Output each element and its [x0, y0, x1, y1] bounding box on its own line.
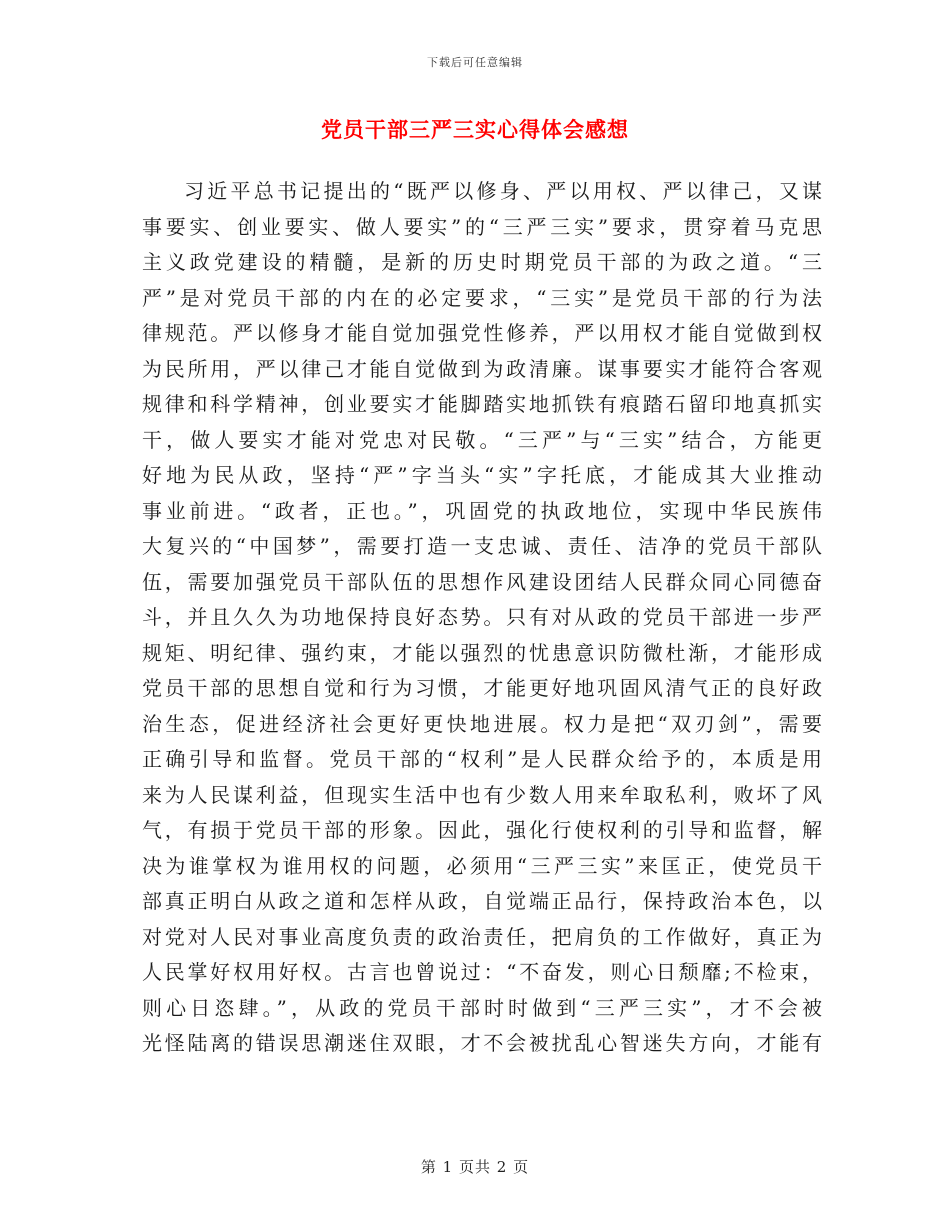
body-line: 决为谁掌权为谁用权的问题，必须用“三严三实”来匡正，使党员干	[142, 853, 822, 878]
body-line: 对党对人民对事业高度负责的政治责任，把肩负的工作做好，真正为	[142, 924, 822, 949]
body-line: 治生态，促进经济社会更好更快地进展。权力是把“双刃剑”，需要	[142, 711, 822, 736]
body-line: 事要实、创业要实、做人要实”的“三严三实”要求，贯穿着马克思	[142, 214, 822, 239]
body-line: 来为人民谋利益，但现实生活中也有少数人用来牟取私利，败坏了风	[142, 782, 822, 807]
body-line: 斗，并且久久为功地保持良好态势。只有对从政的党员干部进一步严	[142, 605, 822, 629]
body-line: 律规范。严以修身才能自觉加强党性修养，严以用权才能自觉做到权	[142, 321, 822, 345]
body-line: 人民掌好权用好权。古言也曾说过：“不奋发，则心日颓靡;不检束，	[142, 960, 822, 984]
body-line: 为民所用，严以律己才能自觉做到为政清廉。谋事要实才能符合客观	[142, 356, 822, 381]
page-number-footer: 第 1 页共 2 页	[420, 1158, 530, 1176]
body-line: 光怪陆离的错误思潮迷住双眼，才不会被扰乱心智迷失方向，才能有	[142, 1031, 822, 1055]
body-line: 主义政党建设的精髓，是新的历史时期党员干部的为政之道。“三	[142, 250, 822, 274]
body-line: 党员干部的思想自觉和行为习惯，才能更好地巩固风清气正的良好政	[142, 676, 822, 700]
body-line: 规矩、明纪律、强约束，才能以强烈的忧患意识防微杜渐，才能形成	[142, 640, 822, 665]
body-line: 气，有损于党员干部的形象。因此，强化行使权利的引导和监督，解	[142, 818, 822, 842]
body-line: 事业前进。“政者，正也。”，巩固党的执政地位，实现中华民族伟	[142, 498, 822, 523]
body-line: 大复兴的“中国梦”，需要打造一支忠诚、责任、洁净的党员干部队	[142, 534, 822, 558]
document-body	[142, 174, 822, 1062]
body-line: 部真正明白从政之道和怎样从政，自觉端正品行，保持政治本色，以	[142, 889, 822, 913]
body-line: 则心日恣肆。”，从政的党员干部时时做到“三严三实”，才不会被	[142, 995, 822, 1020]
body-line: 好地为民从政，坚持“严”字当头“实”字托底，才能成其大业推动	[142, 463, 822, 487]
body-line: 规律和科学精神，创业要实才能脚踏实地抓铁有痕踏石留印地真抓实	[142, 392, 822, 416]
body-line: 习近平总书记提出的“既严以修身、严以用权、严以律己，又谋	[184, 179, 822, 203]
body-line: 严”是对党员干部的内在的必定要求，“三实”是党员干部的行为法	[142, 285, 822, 310]
body-line: 伍，需要加强党员干部队伍的思想作风建设团结人民群众同心同德奋	[142, 569, 822, 594]
page-header-note: 下载后可任意编辑	[427, 56, 523, 69]
body-line: 正确引导和监督。党员干部的“权利”是人民群众给予的，本质是用	[142, 747, 822, 771]
body-line: 干，做人要实才能对党忠对民敬。“三严”与“三实”结合，方能更	[142, 427, 822, 452]
document-title: 党员干部三严三实心得体会感想	[321, 117, 629, 142]
